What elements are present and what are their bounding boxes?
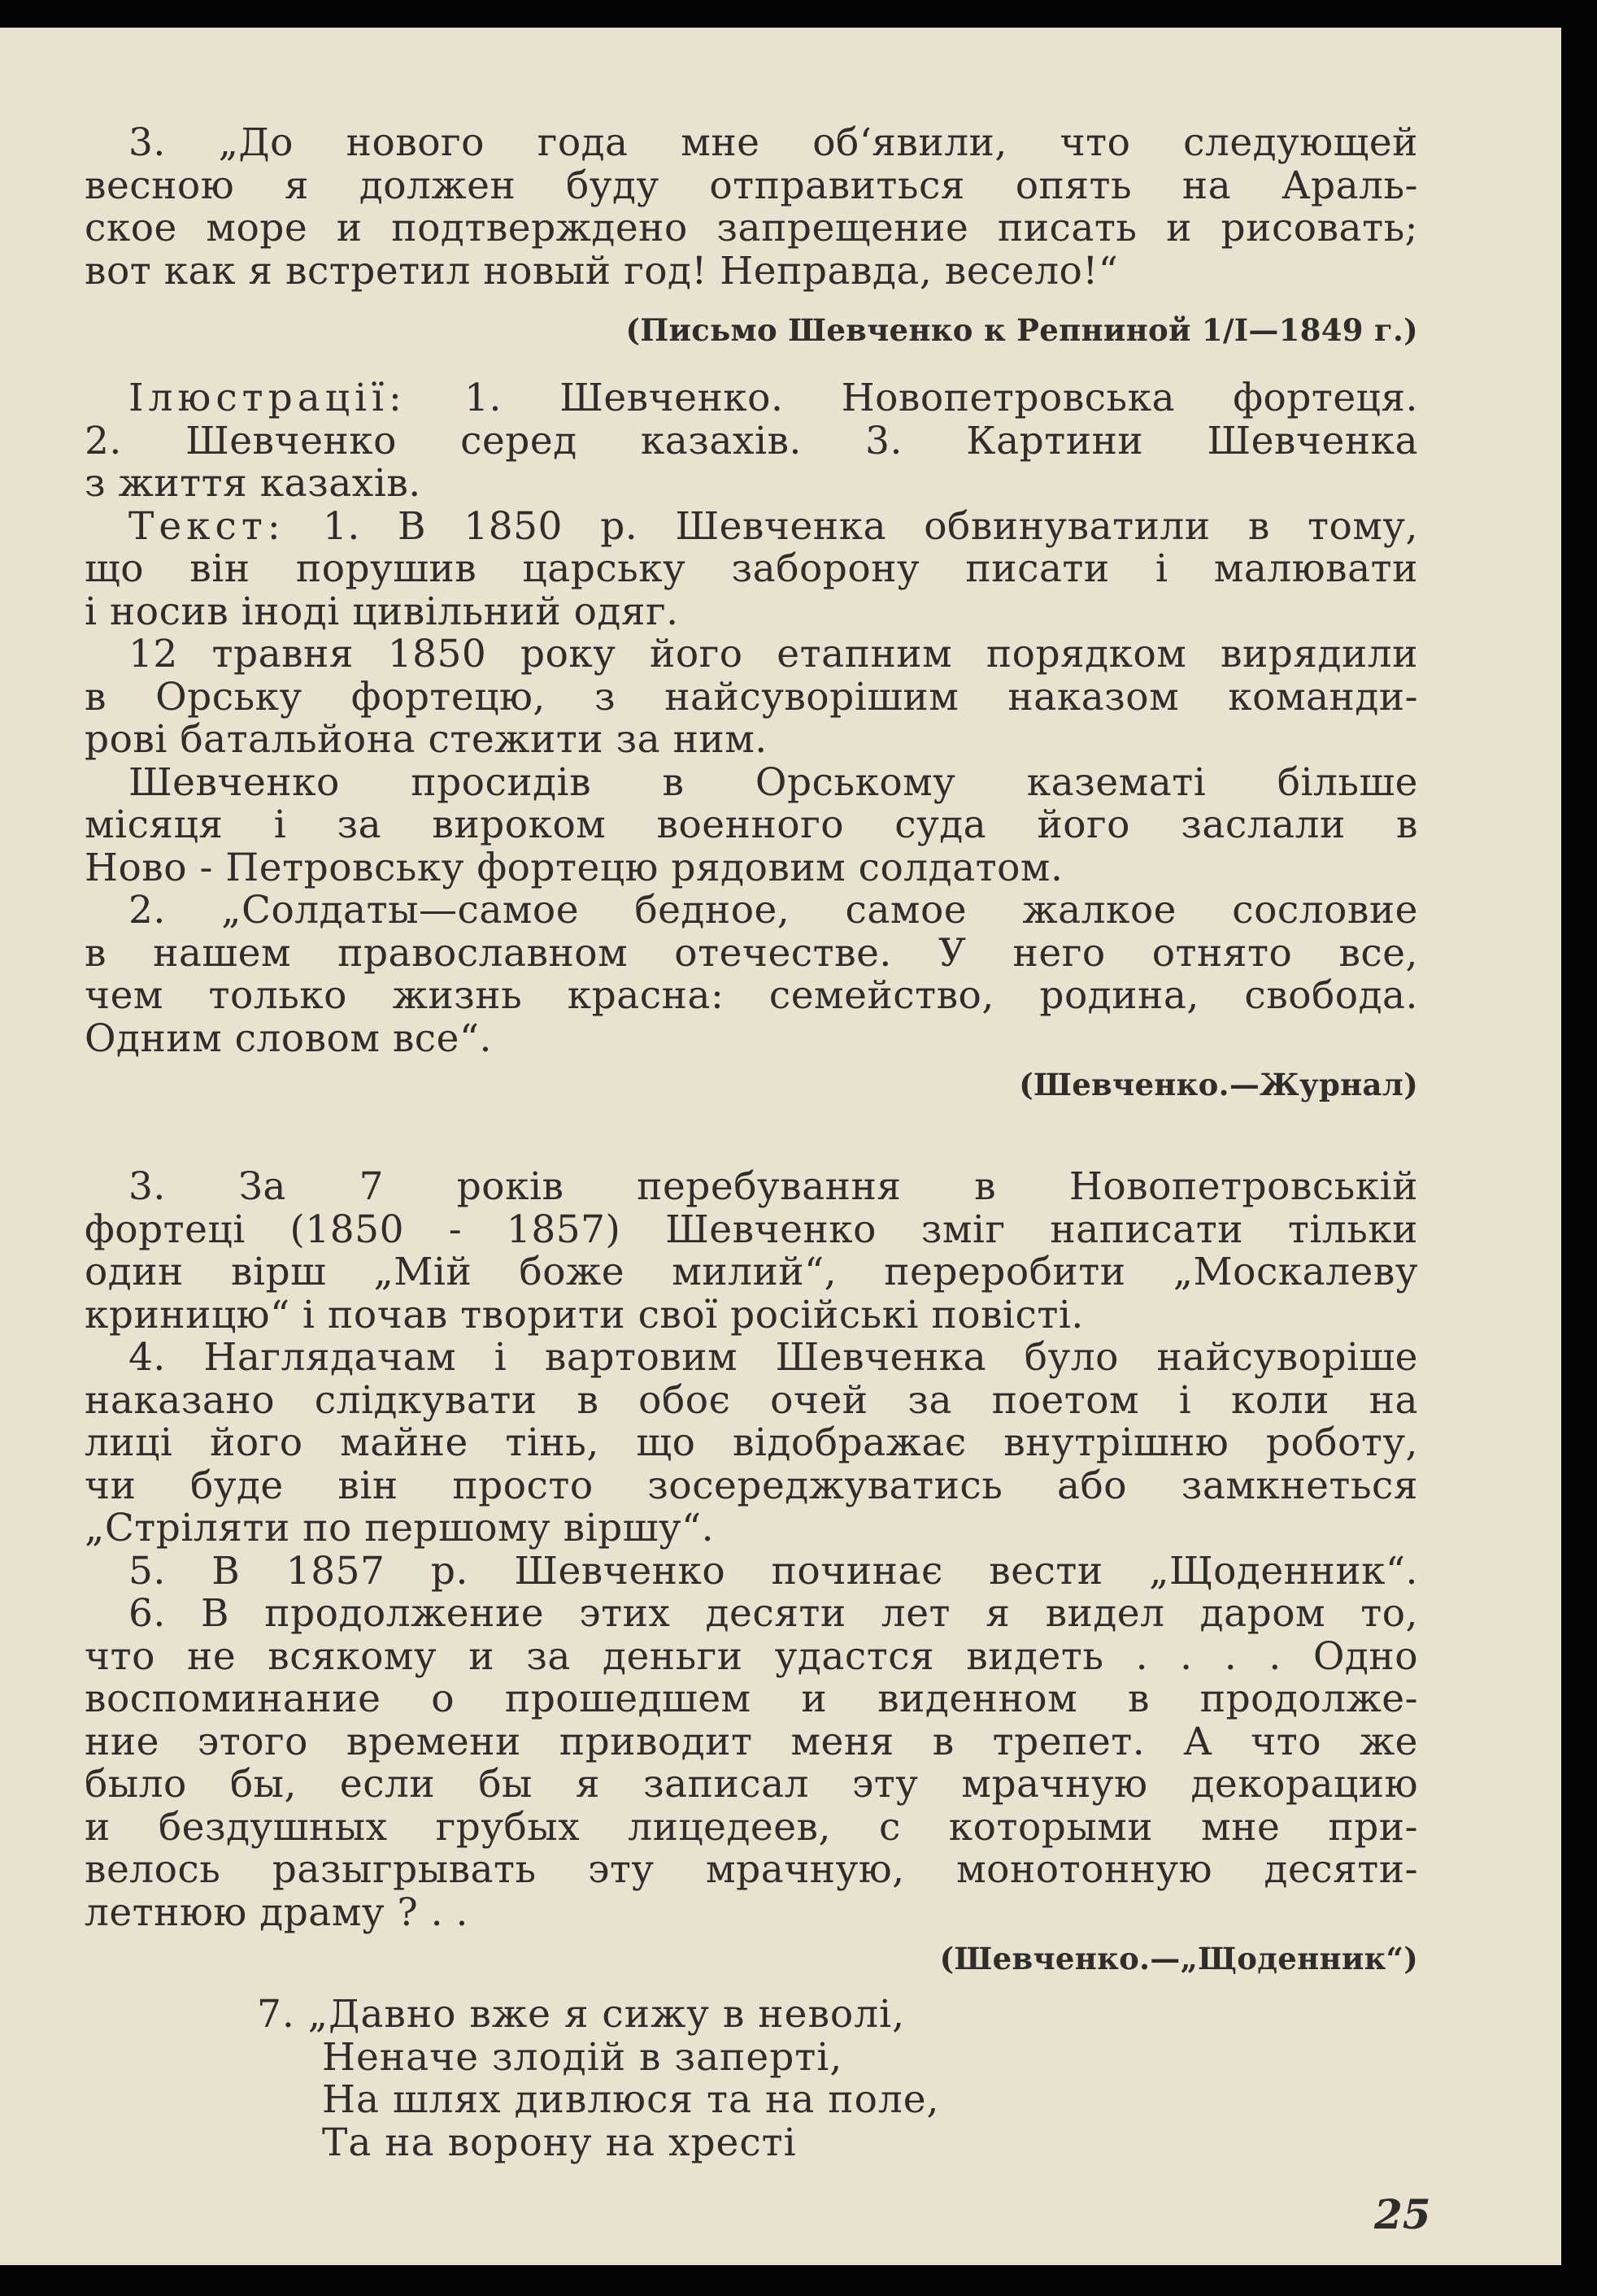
text-line: наказано слідкувати в обоє очей за поетом і коли на [85, 1377, 1418, 1423]
content-block-2 [85, 377, 1418, 1107]
text-line: 2. „Солдаты—самое бедное, самое жалкое сословие [128, 888, 1418, 933]
text-line: вот как я встретил новый год! Неправда, весело!“ [85, 248, 1119, 294]
text-line: 12 травня 1850 року його етапним порядком вирядили [128, 632, 1418, 676]
quote-block-1 [85, 122, 1418, 352]
text-line: лиці його майне тінь, що відображає внутрішню роботу, [85, 1420, 1418, 1465]
source-citation: (Шевченко.—Журнал) [1019, 1067, 1418, 1102]
illustrations-paragraph [85, 377, 1418, 506]
text-line: рові батальйона стежити за ним. [85, 717, 768, 762]
quote-paragraph [85, 122, 1418, 293]
text-line: чем только жизнь красна: семейство, родина, свобода. [85, 973, 1418, 1018]
text-label: Текст: [128, 503, 285, 549]
book-page [0, 28, 1561, 2265]
paragraph [85, 633, 1418, 762]
quote-paragraph [85, 1593, 1418, 1934]
text-fragment: 1. Шевченко. Новопетровська фортеця. [406, 376, 1418, 420]
text-line: 5. В 1857 р. Шевченко починає вести „Щоденник“. [128, 1548, 1418, 1594]
poem-line: Неначе злодій в заперті, [322, 2034, 843, 2080]
text-line: криницю“ і почав творити свої російські повісті. [85, 1292, 1084, 1337]
text-line: ние этого времени приводит меня в трепет. А что же [85, 1719, 1418, 1764]
poem-line: 7. „Давно вже я сижу в неволі, [257, 1992, 906, 2037]
text-line: Шевченко просидів в Орському казематі більше [128, 759, 1418, 805]
text-line: фортеці (1850 - 1857) Шевченко зміг написати тільки [85, 1207, 1418, 1252]
paragraph [85, 759, 1418, 890]
illustrations-label: Ілюстрації: [128, 376, 407, 420]
text-line: 3. „До нового года мне об‘явили, что следующей [128, 120, 1418, 165]
text-line: летнюю драму ? . . [85, 1889, 468, 1935]
text-line: місяця і за вироком военного суда його заслали в [85, 802, 1418, 847]
page-number: 25 [1374, 2190, 1431, 2238]
paragraph [85, 1550, 1418, 1594]
text-line: воспоминание о прошедшем и виденном в продолже- [85, 1676, 1418, 1721]
content-block-3 [85, 1166, 1418, 1981]
text-line: велось разыгрывать эту мрачную, монотонную десяти- [85, 1847, 1418, 1892]
text-line: 4. Наглядачам і вартовим Шевченка було найсуворіше [128, 1335, 1418, 1380]
text-line: Ново - Петровську фортецю рядовим солдатом. [85, 845, 1064, 890]
text-line: і носив іноді цивільний одяг. [85, 589, 679, 634]
text-line [85, 377, 1418, 420]
text-line: 3. За 7 років перебування в Новопетровській [128, 1164, 1418, 1209]
quote-paragraph [85, 889, 1418, 1060]
text-line: 2. Шевченко серед казахів. 3. Картини Шевченка [85, 418, 1418, 463]
paragraph [85, 1166, 1418, 1337]
text-line: з життя казахів. [85, 461, 421, 506]
poem-line: Та на ворону на хресті [322, 2120, 797, 2165]
text-line: веснoю я должен буду отправиться опять на Араль- [85, 163, 1418, 208]
text-fragment: 1. В 1850 р. Шевченка обвинуватили в тому, [285, 503, 1418, 549]
poem-line: На шлях дивлюся та на поле, [322, 2077, 940, 2122]
text-line: один вірш „Мій боже милий“, переробити „Москалеву [85, 1250, 1418, 1294]
text-paragraph [85, 503, 1418, 634]
text-line: „Стріляти по першому віршу“. [85, 1506, 715, 1550]
text-line: чи буде він просто зосереджуватись або замкнеться [85, 1463, 1418, 1508]
source-citation: (Шевченко.—„Щоденник“) [939, 1941, 1418, 1976]
text-line [85, 503, 1418, 549]
text-line: Одним словом все“. [85, 1015, 492, 1061]
text-line: ское море и подтверждено запрещение писать и рисовать; [85, 206, 1418, 250]
source-citation: (Письмо Шевченко к Репниной 1/I—1849 г.) [625, 312, 1418, 348]
poem-excerpt [257, 1994, 940, 2164]
text-line: и бездушных грубых лицедеев, с которыми мне при- [85, 1804, 1418, 1850]
text-line: в нашем православном отечестве. У него отнято все, [85, 930, 1418, 976]
text-line: в Орську фортецю, з найсуворішим наказом команди- [85, 674, 1418, 720]
text-line: 6. В продолжение этих десяти лет я видел даром то, [128, 1591, 1418, 1636]
text-line: що він порушив царську заборону писати і малювати [85, 546, 1418, 591]
text-line: было бы, если бы я записал эту мрачную декорацию [85, 1762, 1418, 1807]
text-line: что не всякому и за деньги удастся видеть . . . . Одно [85, 1633, 1418, 1679]
paragraph [85, 1337, 1418, 1550]
